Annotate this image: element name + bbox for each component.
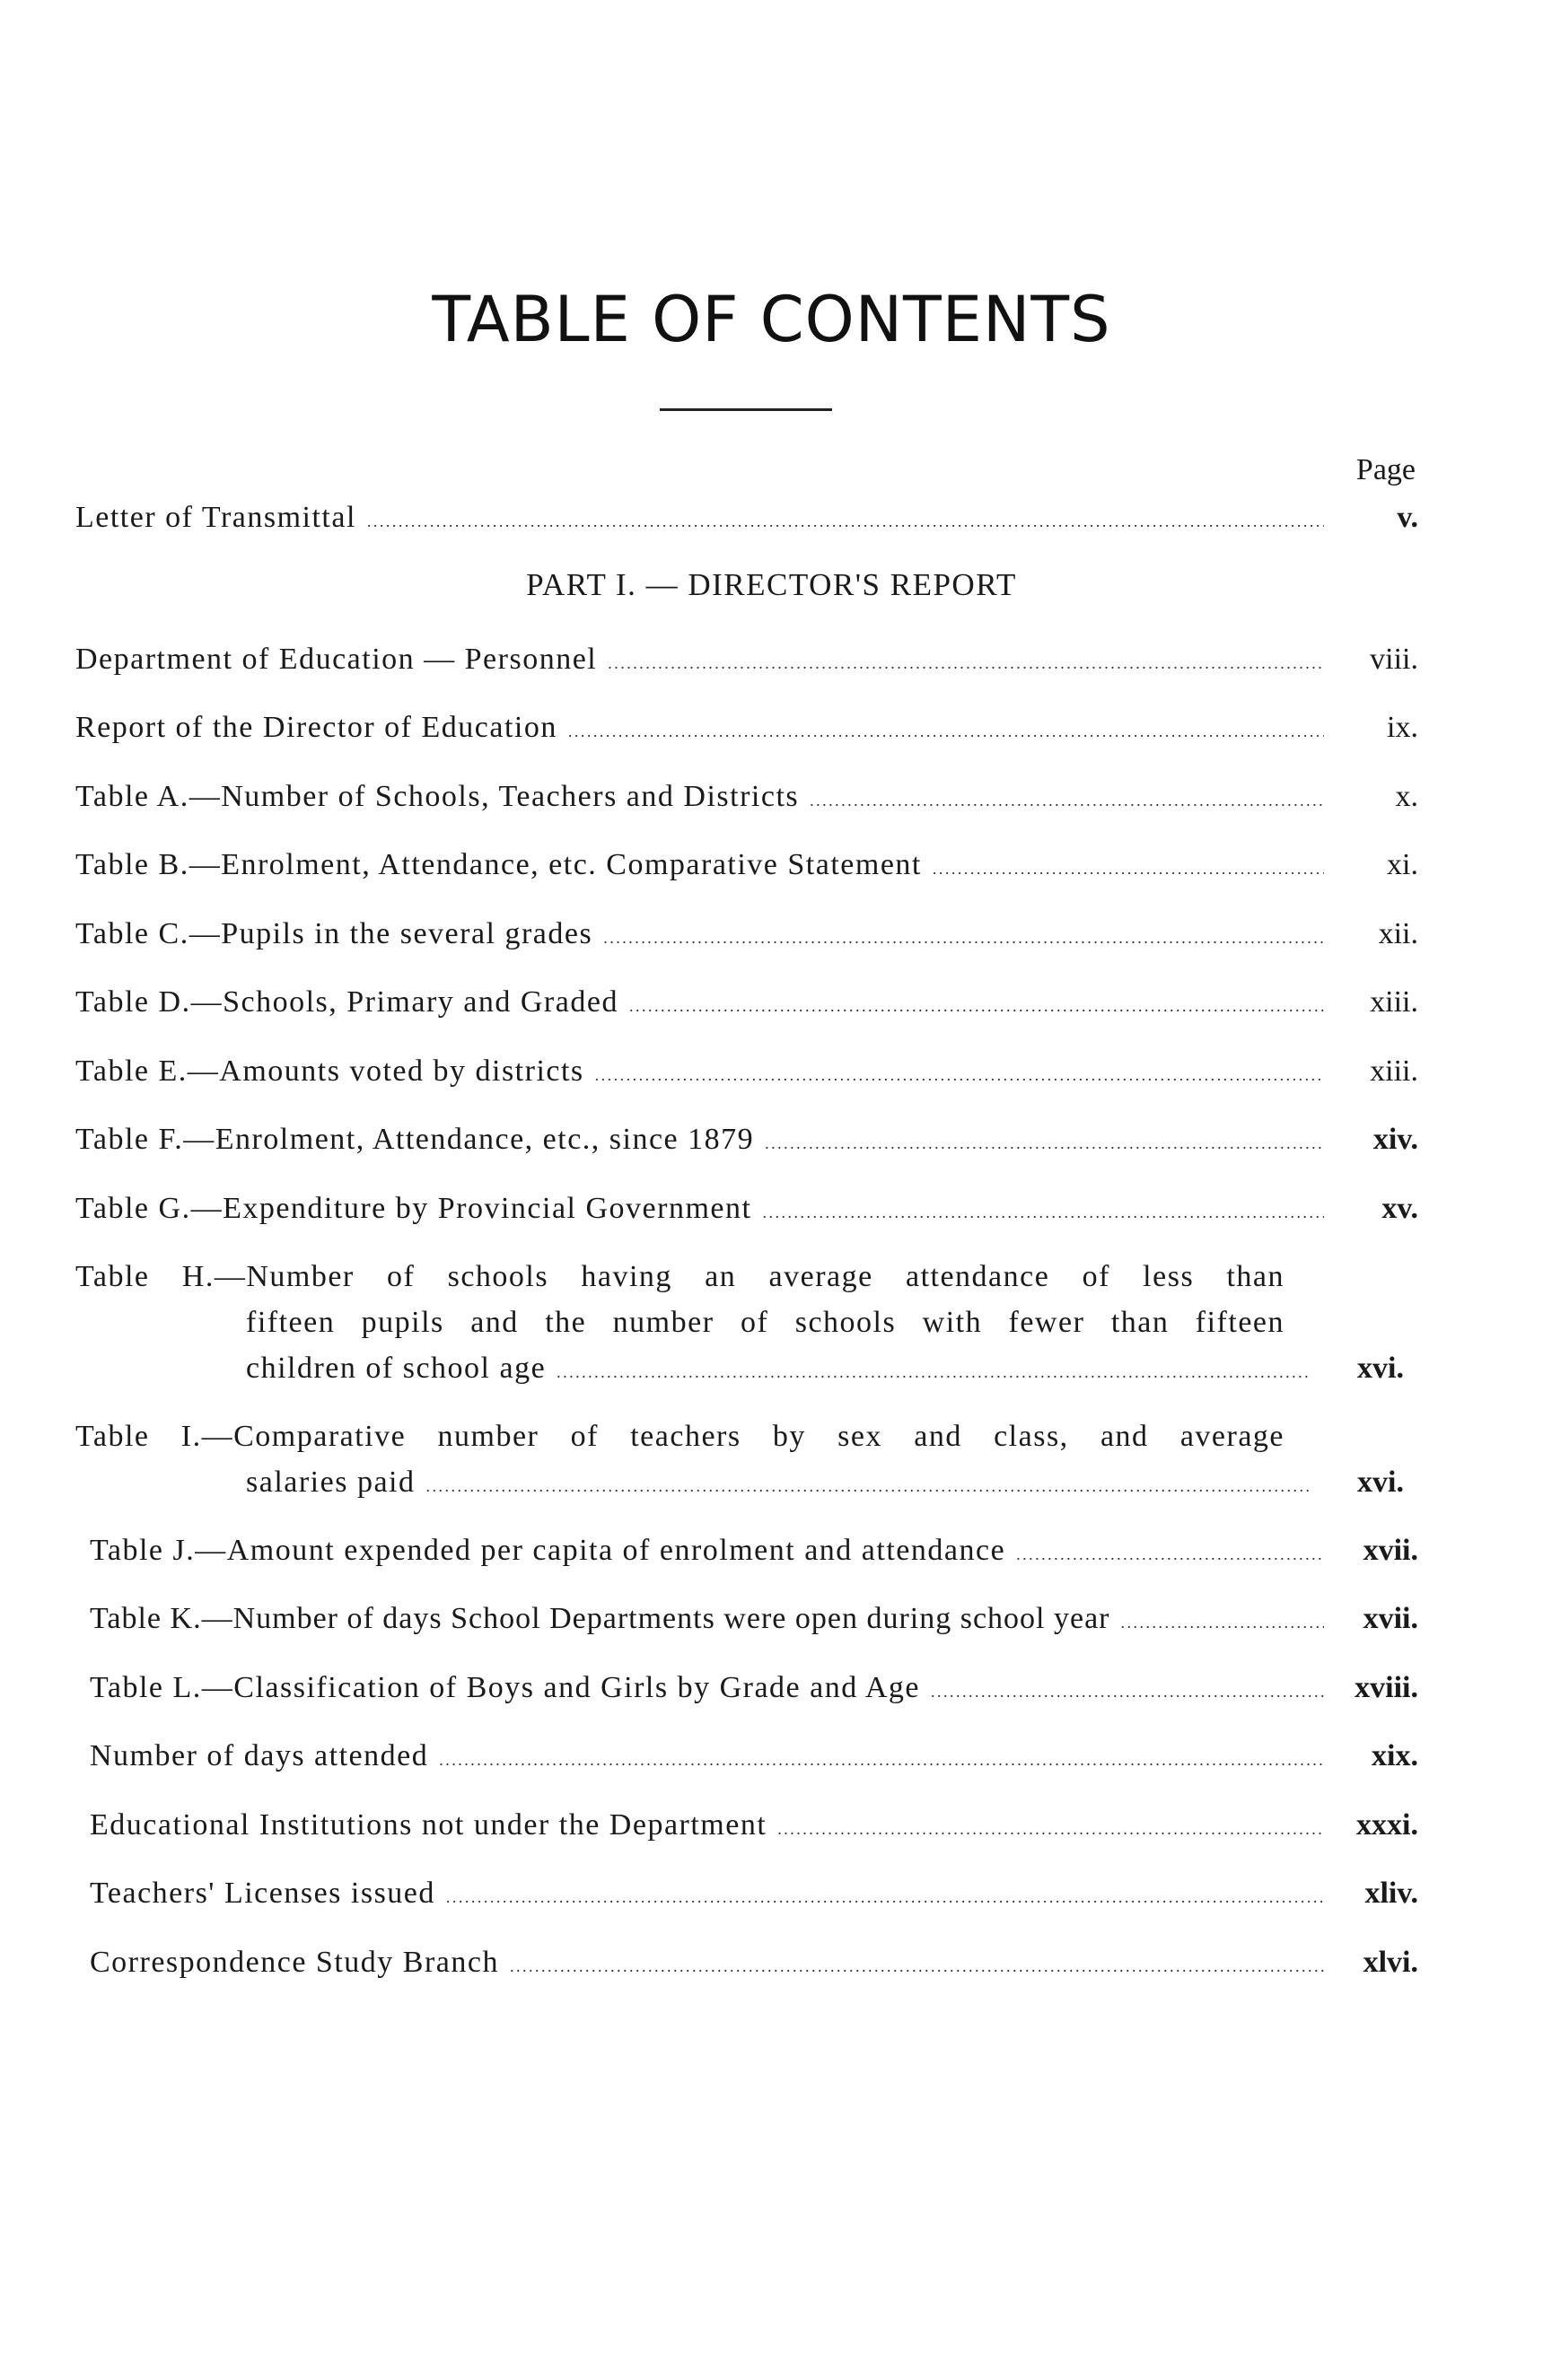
dot-leader (933, 846, 1324, 892)
dot-leader (446, 1875, 1324, 1921)
toc-entry-page: xiii. (1370, 985, 1418, 1019)
toc-entry-text: Table F.—Enrolment, Attendance, etc., since 1879 (75, 1123, 755, 1156)
toc-entry-page: xi. (1387, 848, 1418, 881)
toc-entry-page: xiv. (1372, 1123, 1418, 1156)
toc-entry-text: Table B.—Enrolment, Attendance, etc. Comparative Statement (75, 848, 922, 881)
toc-entry-table-b (75, 842, 1418, 892)
dot-leader (510, 1944, 1324, 1990)
dot-leader (629, 984, 1324, 1029)
dot-leader (603, 915, 1324, 961)
toc-entry-text-line-1: Table H.—Number of schools having an average attendance of less than (75, 1260, 1284, 1293)
toc-entry-page: x. (1395, 780, 1418, 813)
page-title: TABLE OF CONTENTS (432, 283, 1111, 356)
toc-entry-text: Table A.—Number of Schools, Teachers and Districts (75, 780, 800, 813)
toc-entry-table-j (90, 1527, 1418, 1578)
toc-entry-text: Table C.—Pupils in the several grades (75, 917, 593, 950)
part-heading: PART I. — DIRECTOR'S REPORT (526, 567, 1017, 602)
toc-entry-text-line-3: children of school age (246, 1352, 547, 1385)
dot-leader (367, 499, 1324, 545)
dot-leader (557, 1350, 1310, 1396)
toc-entry-page: xvi. (1357, 1466, 1404, 1499)
toc-entry-text-line-2: fifteen pupils and the number of schools with fewer than fifteen (246, 1306, 1284, 1339)
toc-entry-table-i (75, 1413, 1418, 1509)
toc-entry-text: Department of Education — Personnel (75, 643, 598, 676)
toc-entry-letter-of-transmittal (75, 494, 1418, 545)
toc-entry-table-f (75, 1116, 1418, 1167)
toc-entry-days-attended (90, 1733, 1418, 1783)
dot-leader (762, 1190, 1324, 1236)
toc-entry-page: xliv. (1364, 1877, 1418, 1910)
toc-entry-correspondence-study (90, 1939, 1418, 1990)
toc-entry-text: Table K.—Number of days School Departments were open during school year (90, 1602, 1110, 1635)
toc-entry-page: xii. (1378, 917, 1418, 950)
toc-entry-text: Table L.—Classification of Boys and Girls by Grade and Age (90, 1671, 920, 1704)
dot-leader (439, 1737, 1324, 1783)
dot-leader (426, 1464, 1311, 1509)
toc-entry-page: xviii. (1355, 1671, 1418, 1704)
toc-entry-page: viii. (1370, 643, 1418, 676)
toc-entry-text: Table D.—Schools, Primary and Graded (75, 985, 618, 1019)
toc-entry-text: Letter of Transmittal (75, 501, 356, 534)
toc-entry-table-l (90, 1665, 1418, 1715)
toc-entry-text-line-1: Table I.—Comparative number of teachers by sex and class, and average (75, 1420, 1284, 1453)
dot-leader (595, 1053, 1324, 1098)
toc-entry-text: Table E.—Amounts voted by districts (75, 1054, 584, 1088)
toc-entry-table-c (75, 911, 1418, 961)
toc-entry-table-a (75, 774, 1418, 824)
toc-entry-text: Number of days attended (90, 1739, 429, 1772)
dot-leader (810, 778, 1324, 824)
toc-entry-page: xxxi. (1356, 1808, 1418, 1842)
toc-entry-page: xv. (1381, 1192, 1418, 1225)
toc-entry-text: Correspondence Study Branch (90, 1946, 499, 1979)
page-column-label: Page (1355, 453, 1416, 486)
toc-entry-page: xvii. (1363, 1534, 1418, 1567)
toc-entry-page: ix. (1387, 711, 1418, 744)
toc-entry-page: xix. (1372, 1739, 1418, 1772)
toc-entry-page: xiii. (1370, 1054, 1418, 1088)
toc-entry-table-d (75, 979, 1418, 1029)
dot-leader (608, 641, 1324, 687)
title-divider (660, 408, 832, 411)
toc-entry-table-k (90, 1596, 1418, 1646)
toc-entry-page: xvi. (1357, 1352, 1404, 1385)
toc-entry-educational-institutions (90, 1802, 1418, 1852)
toc-entry-text: Table J.—Amount expended per capita of enrolment and attendance (90, 1534, 1006, 1567)
dot-leader (568, 709, 1324, 755)
toc-entry-text-line-2: salaries paid (246, 1466, 416, 1499)
dot-leader (931, 1669, 1324, 1715)
toc-entry-director-report (75, 704, 1418, 755)
toc-entry-text: Educational Institutions not under the Department (90, 1808, 767, 1842)
dot-leader (1121, 1600, 1325, 1646)
dot-leader (765, 1121, 1324, 1167)
toc-entry-table-g (75, 1186, 1418, 1236)
toc-entry-page: xlvi. (1363, 1946, 1418, 1979)
toc-entry-page: v. (1397, 501, 1418, 534)
toc-entry-table-h (75, 1254, 1418, 1396)
toc-entry-text: Teachers' Licenses issued (90, 1877, 435, 1910)
toc-entry-text: Report of the Director of Education (75, 711, 557, 744)
dot-leader (777, 1807, 1324, 1852)
toc-entry-personnel (75, 636, 1418, 687)
toc-entry-table-e (75, 1048, 1418, 1098)
toc-entry-text: Table G.—Expenditure by Provincial Government (75, 1192, 752, 1225)
toc-entry-teachers-licenses (90, 1870, 1418, 1921)
toc-entry-page: xvii. (1363, 1602, 1418, 1635)
dot-leader (1016, 1532, 1324, 1578)
